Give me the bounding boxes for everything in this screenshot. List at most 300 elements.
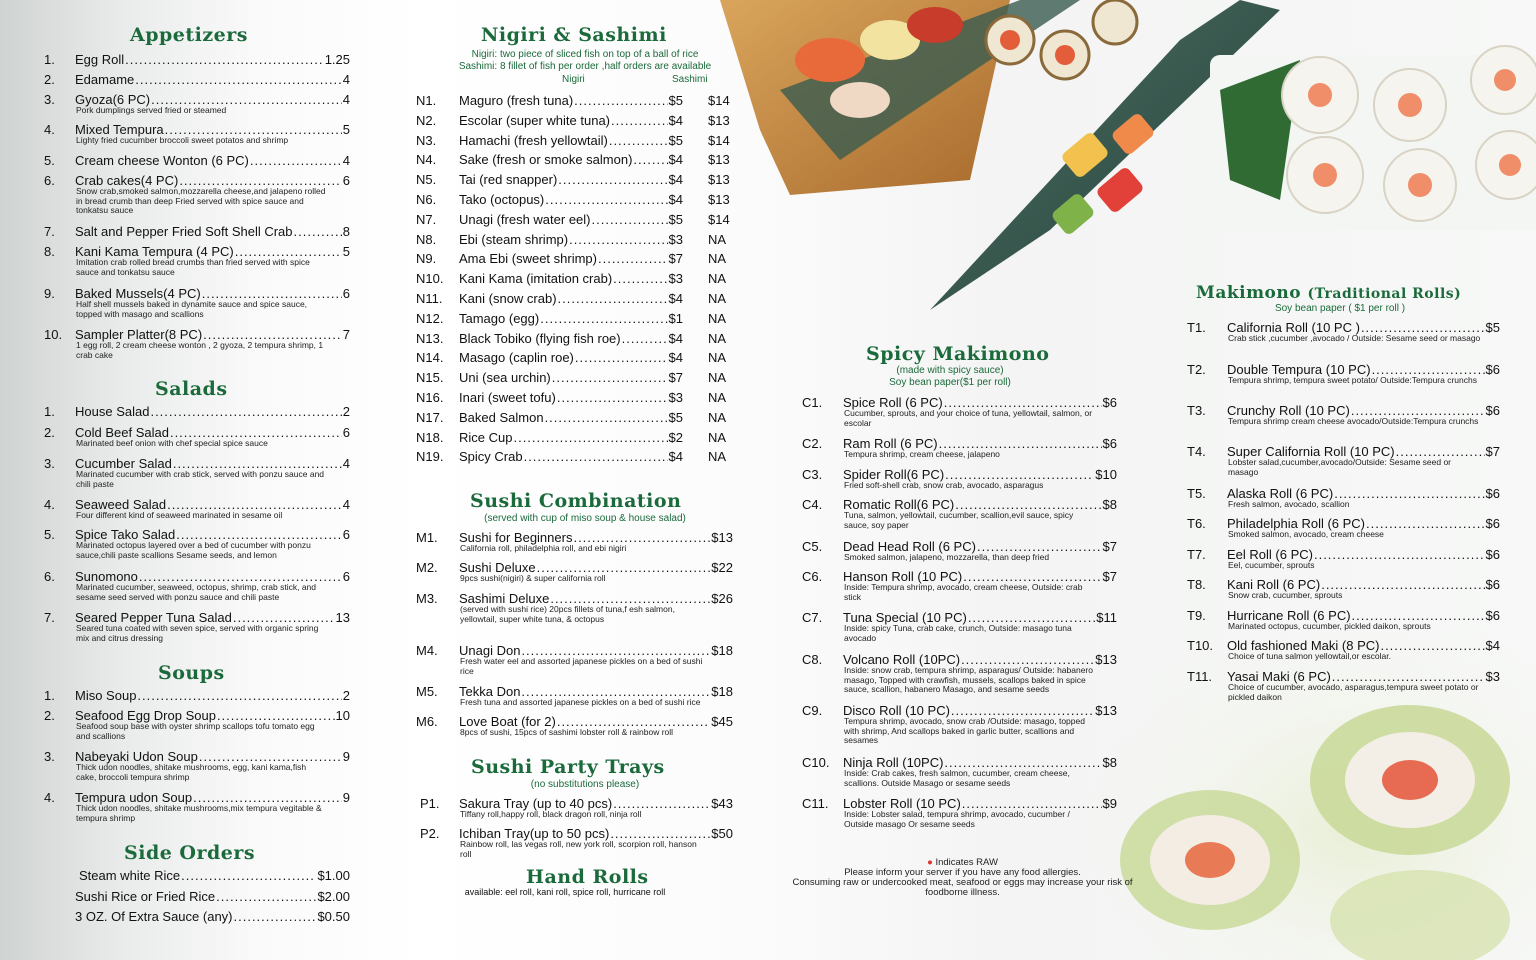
nigiri-item-name: Rice Cup xyxy=(459,429,513,445)
appetizers-item-number: 8. xyxy=(44,244,55,259)
appetizers-heading: Appetizers xyxy=(130,24,248,46)
appetizers-item-description: Snow crab,smoked salmon,mozzarella cheese,and jalapeno rolled in bread crumb than deep Fried served with spice sauce and tonkatsu sauce xyxy=(76,186,326,215)
sushi-platter-photo xyxy=(720,0,1536,320)
nigiri-item-name: Ebi (steam shrimp) xyxy=(459,231,569,247)
salads-item-description: Marinated cucumber with crab stick, served with ponzu sauce and chili paste xyxy=(76,469,325,489)
appetizers-item-name: Cream cheese Wonton (6 PC) xyxy=(75,153,249,168)
combo-item-description: Fresh tuna and assorted japanese pickles on a bed of sushi rice xyxy=(460,697,701,707)
spicy-item-price: $13 xyxy=(1095,652,1117,667)
maki-item-price: $6 xyxy=(1485,577,1500,592)
maki-item-description: Marinated octopus, cucumber, pickled daikon, sprouts xyxy=(1228,621,1431,631)
spicy-item-price: $13 xyxy=(1095,703,1117,718)
appetizers-item-number: 10. xyxy=(44,327,63,342)
foodborne-notice: foodborne illness. xyxy=(925,887,1000,898)
salads-item-name: Sunomono xyxy=(75,569,138,584)
salads-item-price: 6 xyxy=(342,569,350,584)
appetizers-item-name: Salt and Pepper Fried Soft Shell Crab xyxy=(75,224,293,239)
side-item-line xyxy=(79,868,350,883)
soups-item-name: Tempura udon Soup xyxy=(75,790,193,805)
maki-item-number: T1. xyxy=(1187,320,1206,335)
spicy-item-name: Ninja Roll (10PC) xyxy=(843,755,944,770)
nigiri-price: $7 xyxy=(668,251,683,267)
combo-item-name: Sushi Deluxe xyxy=(459,560,536,575)
salads-item-number: 5. xyxy=(44,527,55,542)
maki-item-description: Choice of cucumber, avocado, asparagus,tempura sweet potato or pickled daikon xyxy=(1228,682,1479,702)
maki-item-price: $6 xyxy=(1485,362,1500,377)
party-sub: (no substitutions please) xyxy=(530,779,640,790)
combo-item-name: Love Boat (for 2) xyxy=(459,714,556,729)
maki-item-number: T10. xyxy=(1187,638,1214,653)
maki-item-leader xyxy=(1334,486,1484,501)
appetizers-item-number: 3. xyxy=(44,92,55,107)
salads-item-number: 3. xyxy=(44,456,55,471)
combo-item-price: $22 xyxy=(711,560,733,575)
maki-item-number: T11. xyxy=(1187,669,1213,684)
salads-item-number: 2. xyxy=(44,425,55,440)
spicy-item-description: Inside: Lobster salad, tempura shrimp, avocado, cucumber / Outside masago Or sesame seeds xyxy=(844,809,1070,829)
spicy-item-number: C4. xyxy=(802,497,823,512)
nigiri-item-line xyxy=(459,93,683,108)
nigiri-price: $4 xyxy=(668,192,683,207)
maki-item-name: Alaska Roll (6 PC) xyxy=(1227,486,1334,501)
nigiri-item-name: Uni (sea urchin) xyxy=(459,370,551,386)
party-item-number: P2. xyxy=(420,826,440,841)
combo-item-price: $18 xyxy=(711,684,733,699)
combo-item-description: (served with sushi rice) 20pcs fillets of tuna,f esh salmon, yellowtail, super white tuna, & octopus xyxy=(460,604,675,624)
spicy-item-description: Cucumber, sprouts, and your choice of tuna, yellowtail, salmon, or escolar xyxy=(844,408,1093,428)
maki-item-description: Eel, cucumber, sprouts xyxy=(1228,560,1315,570)
nigiri-price: $4 xyxy=(668,172,683,188)
nigiri-item-number: N16. xyxy=(416,390,444,405)
nigiri-item-leader xyxy=(611,113,668,128)
soups-item-number: 3. xyxy=(44,749,55,764)
nigiri-item-number: N14. xyxy=(416,350,444,366)
nigiri-item-line xyxy=(459,133,683,148)
spicy-item-name: Ram Roll (6 PC) xyxy=(843,436,938,451)
salads-heading: Salads xyxy=(155,378,228,400)
spicy-item-price: $7 xyxy=(1102,539,1117,554)
nigiri-price: $3 xyxy=(668,390,683,405)
spicy-item-number: C3. xyxy=(802,467,823,482)
sashimi-price: NA xyxy=(708,409,727,425)
appetizers-item-leader xyxy=(135,72,342,87)
salads-item-name: Cold Beef Salad xyxy=(75,425,169,440)
appetizers-item-price: 1.25 xyxy=(324,52,350,67)
nigiri-item-line xyxy=(459,152,683,167)
spicy-item-name: Lobster Roll (10 PC) xyxy=(843,796,961,811)
soups-item-price: 10 xyxy=(335,708,350,723)
nigiri-item-name: Tai (red snapper) xyxy=(459,172,558,188)
spicy-item-description: Tempura shrimp, avocado, snow crab /Outside: masago, topped with shrimp, And scallops baked in garlic butter, scallions and sesames xyxy=(844,716,1085,745)
sashimi-price: NA xyxy=(708,429,727,445)
nigiri-item-name: Unagi (fresh water eel) xyxy=(459,211,591,227)
soups-item-leader xyxy=(137,688,341,703)
appetizers-item-price: 4 xyxy=(342,153,350,168)
appetizers-item-description: Pork dumplings served fried or steamed xyxy=(76,105,227,115)
salads-item-name: Seared Pepper Tuna Salad xyxy=(75,610,232,625)
spicy-item-name: Volcano Roll (10PC) xyxy=(843,652,961,667)
nigiri-price: $4 xyxy=(668,350,683,366)
maki-item-price: $7 xyxy=(1485,444,1500,459)
nigiri-item-line xyxy=(459,410,683,425)
maki-item-name: Super California Roll (10 PC) xyxy=(1227,444,1395,459)
nigiri-item-number: N5. xyxy=(416,172,437,188)
side-item-price: $0.50 xyxy=(317,909,350,924)
party-item-number: P1. xyxy=(420,796,440,811)
nigiri-item-line xyxy=(459,291,683,306)
soups-item-name: Nabeyaki Udon Soup xyxy=(75,749,198,764)
appetizers-item-price: 4 xyxy=(342,92,350,107)
spicy-item-name: Spider Roll(6 PC) xyxy=(843,467,945,482)
appetizers-item-number: 5. xyxy=(44,153,55,168)
soups-item-description: Thick udon noodles, shitake mushrooms, egg, kani kama,fish cake, broccoli tempura shrimp xyxy=(76,762,307,782)
salads-item-name: Spice Tako Salad xyxy=(75,527,176,542)
maki-item-number: T3. xyxy=(1187,403,1206,418)
maki-item-number: T7. xyxy=(1187,547,1206,562)
party-item-description: Tiffany roll,happy roll, black dragon roll, ninja roll xyxy=(460,809,642,819)
nigiri-item-leader xyxy=(540,311,667,326)
nigiri-col-label: Nigiri xyxy=(562,74,585,85)
nigiri-item-line xyxy=(459,311,683,326)
appetizers-item-name: Egg Roll xyxy=(75,52,125,67)
spicy-item-description: Tuna, salmon, yellowtail, cucumber, scallion,evil sauce, spicy sauce, soy paper xyxy=(844,510,1074,530)
nigiri-item-name: Masago (caplin roe) xyxy=(459,350,574,366)
combo-item-name: Unagi Don xyxy=(459,643,521,658)
sashimi-price: $13 xyxy=(708,192,730,207)
maki-item-name: Yasai Maki (6 PC) xyxy=(1227,669,1331,684)
maki-item-price: $6 xyxy=(1485,516,1500,531)
combo-item-name: Sashimi Deluxe xyxy=(459,591,550,606)
soups-item-description: Thick udon noodles, shitake mushrooms,mix tempura vegitable & tempura shrimp xyxy=(76,803,322,823)
nigiri-item-leader xyxy=(575,350,668,365)
combo-item-description: Fresh water eel and assorted japanese pickles on a bed of sushi rice xyxy=(460,656,703,676)
combo-item-description: 8pcs of sushi, 15pcs of sashimi lobster roll & rainbow roll xyxy=(460,727,674,737)
maki-item-description: Fresh salmon, avocado, scallion xyxy=(1228,499,1350,509)
appetizers-item-name: Sampler Platter(8 PC) xyxy=(75,327,203,342)
spicy-item-number: C11. xyxy=(802,796,829,811)
salads-item-name: House Salad xyxy=(75,404,150,419)
sashimi-price: NA xyxy=(708,350,727,366)
salads-item-line xyxy=(75,404,350,419)
appetizers-item-number: 9. xyxy=(44,286,55,301)
maki-item-name: Double Tempura (10 PC) xyxy=(1227,362,1371,377)
spicy-item-price: $10 xyxy=(1095,467,1117,482)
maki-item-description: Tempura shrimp cream cheese avocado/Outside:Tempura crunchs xyxy=(1228,416,1479,426)
nigiri-item-name: Ama Ebi (sweet shrimp) xyxy=(459,251,597,267)
combo-item-number: M2. xyxy=(416,560,438,575)
nigiri-item-name: Hamachi (fresh yellowtail) xyxy=(459,132,608,148)
side-item-line xyxy=(75,909,350,924)
combo-item-name: Tekka Don xyxy=(459,684,521,699)
nigiri-price: $2 xyxy=(668,429,683,445)
spicy-item-description: Inside: Tempura shrimp, avocado, cream cheese, Outside: crab stick xyxy=(844,582,1083,602)
maki-item-leader xyxy=(1321,577,1484,592)
spicy-item-description: Inside: snow crab, tempura shrimp, asparagus/ Outside: habanero masago, Topped with crawfish, mussels, scallops baked in spice sauce, scallion, habanero Masago, and sesame seeds xyxy=(844,665,1093,694)
sashimi-price: NA xyxy=(708,330,727,346)
sashimi-price: NA xyxy=(708,390,727,405)
spicy-item-price: $9 xyxy=(1102,796,1117,811)
maki-item-name: Hurricane Roll (6 PC) xyxy=(1227,608,1351,623)
nigiri-heading: Nigiri & Sashimi xyxy=(481,24,667,46)
nigiri-item-leader xyxy=(613,271,667,286)
sashimi-price: NA xyxy=(708,271,727,287)
nigiri-item-number: N10. xyxy=(416,271,444,287)
nigiri-item-line xyxy=(459,212,683,227)
soups-item-price: 9 xyxy=(342,790,350,805)
sashimi-price: $13 xyxy=(708,172,730,188)
soups-item-name: Miso Soup xyxy=(75,688,137,703)
spicy-item-price: $6 xyxy=(1102,436,1117,451)
appetizers-item-line xyxy=(75,72,350,87)
nigiri-sub2: Sashimi: 8 fillet of fish per order ,half orders are available xyxy=(458,61,712,72)
party-item-name: Sakura Tray (up to 40 pcs) xyxy=(459,796,613,811)
party-heading: Sushi Party Trays xyxy=(471,756,665,778)
maki-item-name: Kani Roll (6 PC) xyxy=(1227,577,1321,592)
maki-item-number: T8. xyxy=(1187,577,1206,592)
appetizers-item-price: 6 xyxy=(342,173,350,188)
combo-item-number: M6. xyxy=(416,714,438,729)
appetizers-item-description: Half shell mussels baked in dynamite sauce and spice sauce, topped with masago and scallions xyxy=(76,299,308,319)
nigiri-item-leader xyxy=(545,410,668,425)
sashimi-price: NA xyxy=(708,231,727,247)
sashimi-col-label: Sashimi xyxy=(672,74,708,85)
nigiri-item-leader xyxy=(513,430,667,445)
maki-item-description: Crab stick ,cucumber ,avocado / Outside: Sesame seed or masago xyxy=(1228,333,1481,343)
nigiri-item-number: N15. xyxy=(416,370,444,386)
spicy-item-price: $8 xyxy=(1102,755,1117,770)
side-item-name: Steam white Rice xyxy=(79,868,181,883)
maki-item-price: $6 xyxy=(1485,403,1500,418)
spicy-item-number: C1. xyxy=(802,395,823,410)
appetizers-item-leader xyxy=(294,224,342,239)
salads-item-price: 4 xyxy=(342,497,350,512)
spicy-item-number: C5. xyxy=(802,539,823,554)
spicy-sub2: Soy bean paper($1 per roll) xyxy=(889,377,1011,388)
nigiri-item-number: N12. xyxy=(416,310,444,326)
nigiri-item-name: Tako (octopus) xyxy=(459,192,545,207)
spicy-item-price: $11 xyxy=(1096,610,1117,625)
sashimi-price: $13 xyxy=(708,112,730,128)
soups-item-number: 2. xyxy=(44,708,55,723)
nigiri-price: $4 xyxy=(668,330,683,346)
nigiri-item-line xyxy=(459,113,683,128)
nigiri-item-leader xyxy=(557,390,668,405)
spicy-item-name: Tuna Special (10 PC) xyxy=(843,610,967,625)
nigiri-item-number: N7. xyxy=(416,211,437,227)
nigiri-item-line xyxy=(459,271,683,286)
maki-item-description: Choice of tuna salmon yellowtail,or escolar. xyxy=(1228,651,1391,661)
nigiri-item-number: N6. xyxy=(416,192,437,207)
salads-item-description: Marinated beef onion with chef special spice sauce xyxy=(76,438,268,448)
salads-item-price: 13 xyxy=(335,610,350,625)
appetizers-item-line xyxy=(75,153,350,168)
appetizers-item-name: Kani Kama Tempura (4 PC) xyxy=(75,244,234,259)
nigiri-item-leader xyxy=(633,152,667,167)
nigiri-item-name: Kani Kama (imitation crab) xyxy=(459,271,613,287)
nigiri-item-line xyxy=(459,192,683,207)
spicy-item-name: Spice Roll (6 PC) xyxy=(843,395,943,410)
maki-item-leader xyxy=(1380,638,1484,653)
maki-item-description: Smoked salmon, avocado, cream cheese xyxy=(1228,529,1384,539)
nigiri-item-leader xyxy=(545,192,667,207)
makimono-sub: Soy bean paper ( $1 per roll ) xyxy=(1274,303,1406,314)
sashimi-price: $13 xyxy=(708,152,730,168)
nigiri-item-leader xyxy=(622,331,668,346)
nigiri-item-leader xyxy=(574,93,667,108)
combo-item-description: 9pcs sushi(nigiri) & super california roll xyxy=(460,573,606,583)
nigiri-item-number: N11. xyxy=(416,291,443,306)
nigiri-item-line xyxy=(459,172,683,187)
nigiri-item-name: Maguro (fresh tuna) xyxy=(459,93,574,108)
appetizers-item-leader xyxy=(250,153,342,168)
nigiri-item-line xyxy=(459,350,683,365)
combo-item-number: M1. xyxy=(416,530,438,545)
appetizers-item-line xyxy=(75,224,350,239)
nigiri-item-leader xyxy=(558,172,667,187)
side-item-leader xyxy=(216,889,316,904)
hand-rolls-heading: Hand Rolls xyxy=(526,866,649,888)
spicy-item-description: Smoked salmon, jalapeno, mozzarella, than deep fried xyxy=(844,552,1050,562)
sashimi-price: $14 xyxy=(708,132,730,148)
makimono-title: Makimono xyxy=(1196,283,1302,303)
nigiri-item-name: Baked Salmon xyxy=(459,409,544,425)
maki-item-price: $6 xyxy=(1485,486,1500,501)
combo-heading: Sushi Combination xyxy=(470,490,682,512)
spicy-item-price: $7 xyxy=(1102,569,1117,584)
combo-item-name: Sushi for Beginners xyxy=(459,530,573,545)
nigiri-item-number: N9. xyxy=(416,251,437,267)
maki-item-price: $3 xyxy=(1485,669,1500,684)
appetizers-item-name: Baked Mussels(4 PC) xyxy=(75,286,201,301)
salads-item-name: Seaweed Salad xyxy=(75,497,167,512)
appetizers-item-description: 1 egg roll, 2 cream cheese wonton , 2 gyoza, 2 tempura shrimp, 1 crab cake xyxy=(76,340,324,360)
nigiri-item-number: N17. xyxy=(416,409,444,425)
appetizers-item-leader xyxy=(125,52,324,67)
spicy-item-number: C6. xyxy=(802,569,823,584)
maki-item-price: $4 xyxy=(1485,638,1500,653)
nigiri-item-line xyxy=(459,232,683,247)
side-item-price: $2.00 xyxy=(317,889,350,904)
makimono-heading xyxy=(1196,283,1461,303)
nigiri-item-leader xyxy=(609,133,668,148)
spicy-item-number: C8. xyxy=(802,652,823,667)
raw-dot-icon: ● xyxy=(927,857,933,868)
nigiri-item-line xyxy=(459,449,683,464)
nigiri-sub1: Nigiri: two piece of sliced fish on top of a ball of rice xyxy=(471,49,699,60)
appetizers-item-number: 1. xyxy=(44,52,55,67)
party-item-price: $43 xyxy=(711,796,733,811)
nigiri-price: $7 xyxy=(668,370,683,386)
nigiri-item-number: N1. xyxy=(416,93,437,108)
nigiri-price: $1 xyxy=(668,310,683,326)
salads-item-price: 2 xyxy=(342,404,350,419)
spicy-item-description: Tempura shrimp, cream cheese, jalapeno xyxy=(844,449,1000,459)
spicy-item-name: Romatic Roll(6 PC) xyxy=(843,497,955,512)
nigiri-price: $5 xyxy=(668,211,683,227)
salads-item-price: 6 xyxy=(342,527,350,542)
salads-item-name: Cucumber Salad xyxy=(75,456,172,471)
maki-item-number: T2. xyxy=(1187,362,1206,377)
appetizers-item-line xyxy=(75,52,350,67)
nigiri-item-name: Spicy Crab xyxy=(459,449,523,465)
spicy-item-name: Disco Roll (10 PC) xyxy=(843,703,950,718)
appetizers-item-price: 5 xyxy=(342,122,350,137)
sashimi-price: NA xyxy=(708,449,727,465)
sashimi-price: NA xyxy=(708,370,727,386)
appetizers-item-name: Crab cakes(4 PC) xyxy=(75,173,179,188)
raw-label: Indicates RAW xyxy=(935,857,998,868)
maki-item-name: Eel Roll (6 PC) xyxy=(1227,547,1313,562)
spicy-item-number: C9. xyxy=(802,703,823,718)
salads-item-description: Seared tuna coated with seven spice, served with organic spring mix and citrus dressing xyxy=(76,623,319,643)
side-item-price: $1.00 xyxy=(317,868,350,883)
nigiri-price: $3 xyxy=(668,271,683,287)
nigiri-item-name: Kani (snow crab) xyxy=(459,291,557,306)
party-item-description: Rainbow roll, las vegas roll, new york roll, scorpion roll, hanson roll xyxy=(460,839,697,859)
nigiri-item-line xyxy=(459,430,683,445)
salads-item-description: Four different kind of seaweed marinated in sesame oil xyxy=(76,510,283,520)
maki-item-description: Lobster salad,cucumber,avocado/Outside: Sesame seed or masago xyxy=(1228,457,1452,477)
side-item-line xyxy=(75,889,350,904)
nigiri-item-number: N18. xyxy=(416,429,444,445)
spicy-sub1: (made with spicy sauce) xyxy=(896,365,1004,376)
party-item-price: $50 xyxy=(711,826,733,841)
appetizers-item-name: Gyoza(6 PC) xyxy=(75,92,151,107)
maki-item-name: Philadelphia Roll (6 PC) xyxy=(1227,516,1366,531)
maki-item-number: T6. xyxy=(1187,516,1206,531)
nigiri-item-line xyxy=(459,251,683,266)
nigiri-price: $3 xyxy=(668,231,683,247)
combo-item-price: $18 xyxy=(711,643,733,658)
consume-notice: Consuming raw or undercooked meat, seafood or eggs may increase your risk of xyxy=(792,877,1133,888)
appetizers-item-price: 6 xyxy=(342,286,350,301)
combo-sub: (served with cup of miso soup & house salad) xyxy=(484,513,686,524)
maki-item-leader xyxy=(1314,547,1485,562)
soups-item-number: 1. xyxy=(44,688,55,703)
nigiri-item-name: Black Tobiko (flying fish roe) xyxy=(459,330,621,346)
spicy-item-name: Dead Head Roll (6 PC) xyxy=(843,539,976,554)
appetizers-item-number: 7. xyxy=(44,224,55,239)
sashimi-price: NA xyxy=(708,291,727,306)
maki-item-name: Crunchy Roll (10 PC) xyxy=(1227,403,1350,418)
nigiri-item-number: N2. xyxy=(416,112,437,128)
combo-item-number: M5. xyxy=(416,684,438,699)
salads-item-price: 6 xyxy=(342,425,350,440)
sashimi-price: $14 xyxy=(708,93,730,108)
nigiri-price: $4 xyxy=(668,291,683,306)
nigiri-item-number: N3. xyxy=(416,132,437,148)
maki-item-price: $5 xyxy=(1485,320,1500,335)
spicy-item-price: $8 xyxy=(1102,497,1117,512)
spicy-item-number: C2. xyxy=(802,436,823,451)
appetizers-item-price: 5 xyxy=(342,244,350,259)
nigiri-item-number: N13. xyxy=(416,330,444,346)
side-orders-heading: Side Orders xyxy=(124,842,256,864)
nigiri-price: $4 xyxy=(668,152,683,168)
combo-item-number: M3. xyxy=(416,591,438,606)
spicy-item-description: Inside: Crab cakes, fresh salmon, cucumber, cream cheese, scallions. Outside Masago or sesame seeds xyxy=(844,768,1070,788)
appetizers-item-name: Edamame xyxy=(75,72,135,87)
appetizers-item-number: 4. xyxy=(44,122,55,137)
side-item-name: Sushi Rice or Fried Rice xyxy=(75,889,216,904)
sashimi-price: NA xyxy=(708,310,727,326)
spicy-item-name: Hanson Roll (10 PC) xyxy=(843,569,963,584)
hand-rolls-sub: available: eel roll, kani roll, spice roll, hurricane roll xyxy=(464,887,666,897)
combo-item-price: $13 xyxy=(711,530,733,545)
maki-item-number: T9. xyxy=(1187,608,1206,623)
nigiri-item-number: N19. xyxy=(416,449,444,465)
spicy-item-description: Inside: spicy Tuna, crab cake, crunch, Outside: masago tuna avocado xyxy=(844,623,1072,643)
